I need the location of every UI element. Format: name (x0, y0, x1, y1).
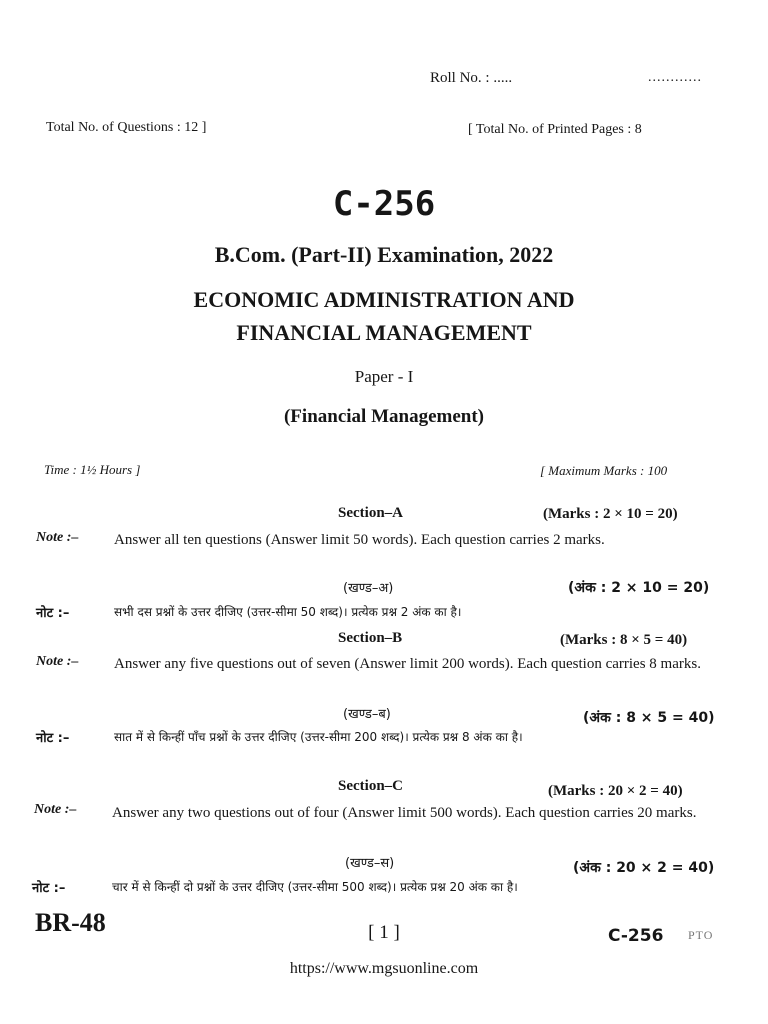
paper-name: (Financial Management) (283, 406, 484, 427)
total-printed-pages: [ Total No. of Printed Pages : 8 (468, 122, 642, 137)
section-a-note-text: Answer all ten questions (Answer limit 50 words). Each question carries 2 marks. (114, 532, 605, 548)
subject-title-line2: FINANCIAL MANAGEMENT (236, 320, 532, 345)
total-questions: Total No. of Questions : 12 ] (46, 120, 207, 135)
section-b-hindi-marks: (अंक : 8 × 5 = 40) (583, 710, 715, 726)
section-a-title: Section–A (338, 505, 403, 521)
section-b-hindi-title: (खण्ड–ब) (343, 707, 391, 722)
section-c-hindi-note-label: नोट :– (32, 881, 66, 896)
section-a-hindi-note-label: नोट :– (36, 606, 70, 621)
section-b-title: Section–B (338, 630, 403, 646)
section-c-note-label: Note :– (34, 802, 77, 817)
section-a-note-label: Note :– (36, 530, 79, 545)
section-b-hindi-note-label: नोट :– (36, 731, 70, 746)
section-b-hindi-note-text: सात में से किन्हीं पाँच प्रश्नों के उत्तर दीजिए (उत्तर-सीमा 200 शब्द)। प्रत्येक प्रश्न 8 अंक का है। (114, 730, 523, 744)
exam-title: B.Com. (Part-II) Examination, 2022 (214, 242, 554, 267)
section-c-title: Section–C (338, 778, 403, 794)
time-allowed: Time : 1½ Hours ] (44, 462, 141, 477)
section-b-note-text: Answer any five questions out of seven (Answer limit 200 words). Each question carries 8 marks. (114, 656, 701, 672)
section-a-hindi-title: (खण्ड–अ) (343, 581, 394, 596)
roll-number: Roll No. : ..... (430, 70, 513, 86)
roll-number-blank: ............ (648, 70, 702, 85)
paper-code: C-256 (332, 184, 436, 224)
footer-paper-code: C-256 (608, 926, 664, 946)
series-code: BR-48 (35, 908, 106, 937)
section-b-marks: (Marks : 8 × 5 = 40) (560, 632, 688, 648)
section-a-marks: (Marks : 2 × 10 = 20) (543, 506, 678, 522)
please-turn-over: PTO (688, 928, 714, 942)
section-b-note-label: Note :– (36, 654, 79, 669)
section-a-hindi-note-text: सभी दस प्रश्नों के उत्तर दीजिए (उत्तर-सीमा 50 शब्द)। प्रत्येक प्रश्न 2 अंक का है। (114, 605, 462, 619)
source-url: https://www.mgsuonline.com (289, 960, 479, 977)
maximum-marks: [ Maximum Marks : 100 (540, 463, 668, 478)
section-c-hindi-note-text: चार में से किन्हीं दो प्रश्नों के उत्तर दीजिए (उत्तर-सीमा 500 शब्द)। प्रत्येक प्रश्न 20 अंक का है। (112, 880, 518, 894)
section-c-note-text: Answer any two questions out of four (Answer limit 500 words). Each question carries 20 marks. (112, 805, 697, 821)
page-number: [ 1 ] (368, 922, 400, 943)
section-c-marks: (Marks : 20 × 2 = 40) (548, 783, 683, 799)
section-c-hindi-title: (खण्ड–स) (345, 856, 395, 871)
section-c-hindi-marks: (अंक : 20 × 2 = 40) (573, 860, 715, 876)
paper-number: Paper - I (354, 367, 414, 386)
subject-title-line1: ECONOMIC ADMINISTRATION AND (193, 287, 575, 312)
section-a-hindi-marks: (अंक : 2 × 10 = 20) (568, 580, 710, 596)
